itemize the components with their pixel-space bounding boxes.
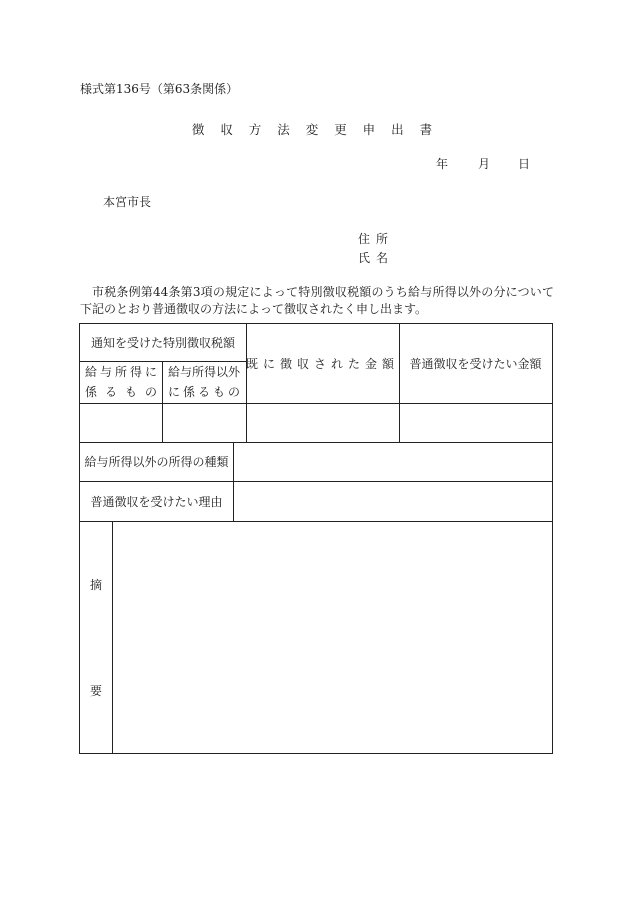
date-line <box>436 155 530 172</box>
date-year: 年 <box>436 157 449 171</box>
form-title: 徴 収 方 法 変 更 申 出 書 <box>191 122 439 137</box>
non-salary-income-type-label: 給与所得以外の所得の種類 <box>84 455 229 469</box>
non-salary-income-part-line: に係るもの <box>168 385 240 399</box>
ordinary-collection-reason-field[interactable] <box>233 481 552 521</box>
name-label-char: 名 <box>376 251 389 265</box>
applicant-address-label <box>358 230 394 247</box>
address-label-char: 住 <box>358 232 371 246</box>
salary-income-amount-field[interactable] <box>80 403 162 442</box>
form-table <box>79 323 553 754</box>
salary-income-part-line: 係るもの <box>85 385 157 399</box>
remarks-field[interactable] <box>112 521 552 753</box>
addressee: 本宮市長 <box>103 195 152 209</box>
non-salary-income-part-line: 給与所得以外 <box>168 365 241 379</box>
desired-ordinary-amount-header: 普通徴収を受けたい金額 <box>409 357 542 371</box>
already-collected-amount-field[interactable] <box>246 403 399 442</box>
non-salary-income-part-header <box>162 361 246 403</box>
date-month: 月 <box>478 157 491 171</box>
date-day: 日 <box>518 157 531 171</box>
salary-income-part-line: 給与所得に <box>85 365 157 379</box>
salary-income-part-header <box>80 361 162 403</box>
address-label-char: 所 <box>376 232 389 246</box>
non-salary-income-type-field[interactable] <box>233 442 552 481</box>
form-number: 様式第136号（第63条関係） <box>80 82 239 96</box>
ordinary-collection-reason-label: 普通徴収を受けたい理由 <box>90 494 223 509</box>
notified-special-tax-header: 通知を受けた特別徴収税額 <box>90 336 235 350</box>
desired-ordinary-amount-field[interactable] <box>399 403 552 442</box>
already-collected-header: 既に徴収された金額 <box>246 357 400 371</box>
applicant-name-label <box>358 249 394 266</box>
remarks-label-char: 摘 <box>89 577 102 592</box>
name-label-char: 氏 <box>358 251 371 265</box>
remarks-label-char: 要 <box>89 683 102 698</box>
non-salary-income-amount-field[interactable] <box>162 403 246 442</box>
request-statement: 市税条例第44条第3項の規定によって特別徴収税額のうち給与所得以外の分について下記のとおり普通徴収の方法によって徴収されたく申し出ます。 <box>80 285 554 316</box>
